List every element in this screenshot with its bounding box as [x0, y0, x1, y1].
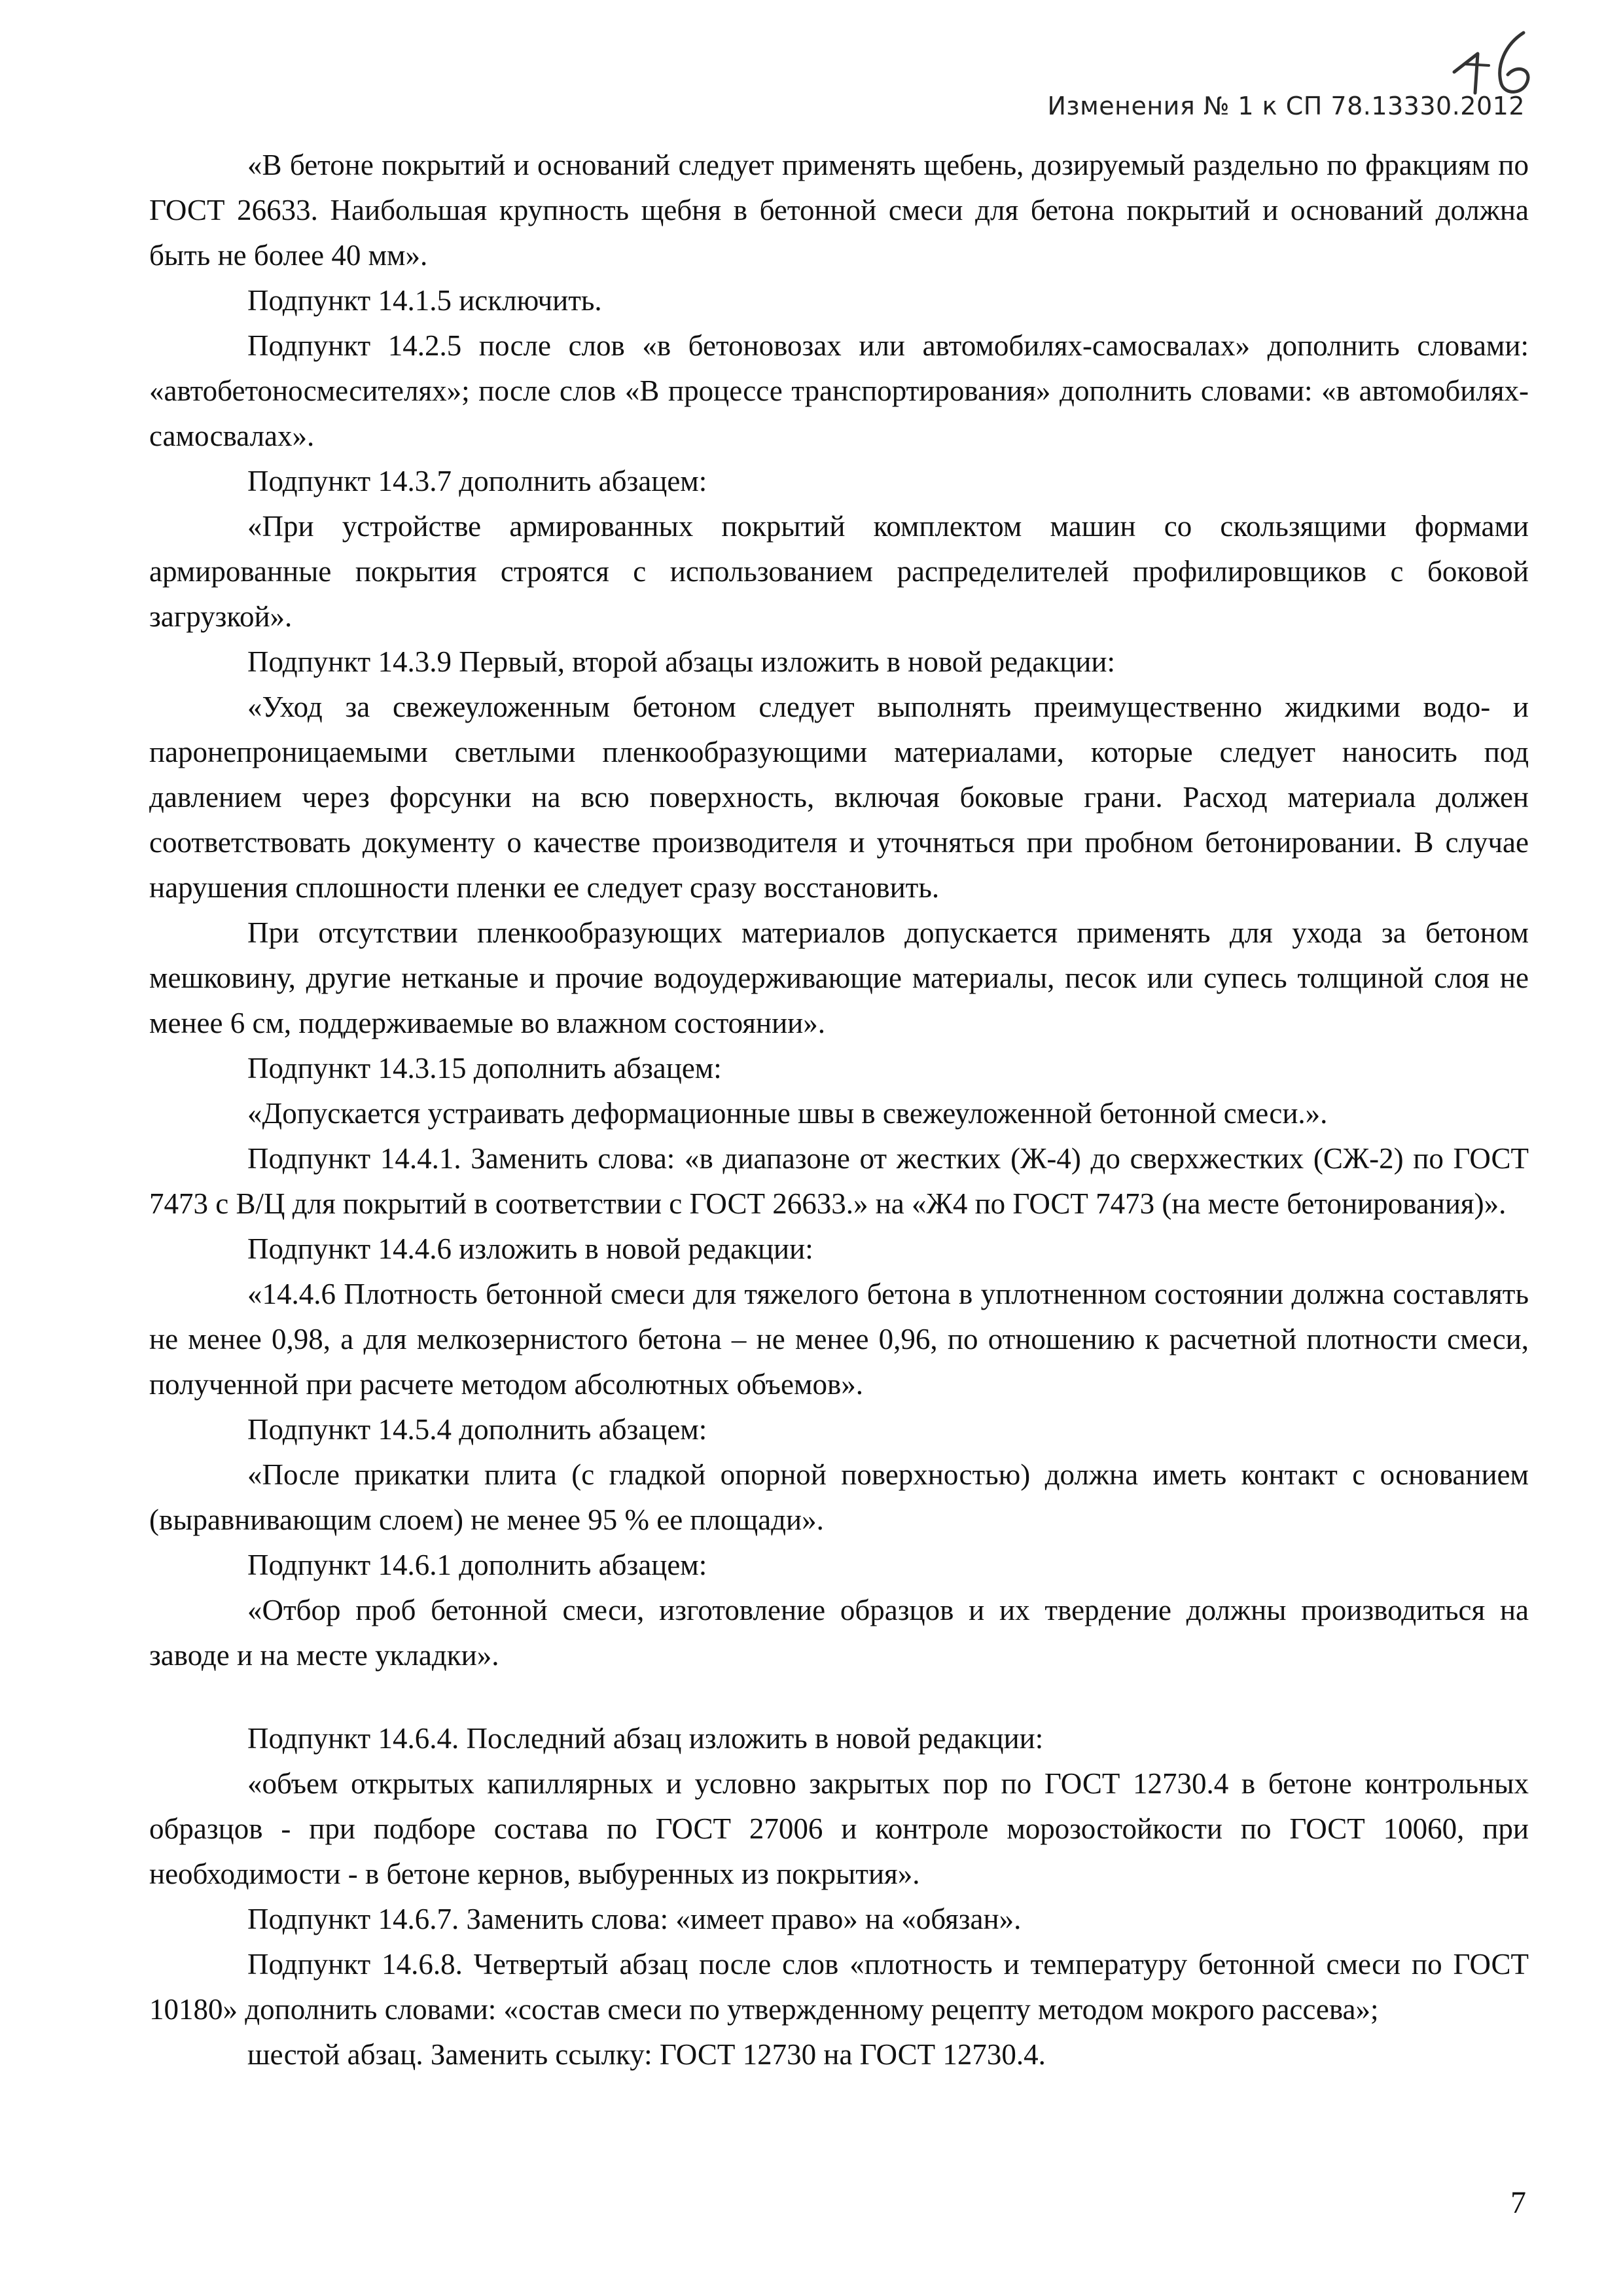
- handwritten-page-number: [1440, 26, 1551, 98]
- paragraph: Подпункт 14.3.9 Первый, второй абзацы изложить в новой редакции:: [247, 645, 1115, 678]
- paragraph: «объем открытых капиллярных и условно закрытых пор по ГОСТ 12730.4 в бетоне контрольных образцов - при подборе состава по ГОСТ 27006 и контроле морозостойкости по ГОСТ 10060, при необходимости - в бетоне кернов, выбуренных из покрытия».: [149, 1767, 1529, 1890]
- paragraph: «14.4.6 Плотность бетонной смеси для тяжелого бетона в уплотненном состоянии должна составлять не менее 0,98, а для мелкозернистого бетона – не менее 0,96, по отношению к расчетной плотности смеси, полученной при расчете методом абсолютных объемов».: [149, 1278, 1529, 1401]
- paragraph: Подпункт 14.2.5 после слов «в бетоновозах или автомобилях-самосвалах» дополнить словами: «автобетоносмесителях»; после слов «В процессе транспортирования» дополнить словами: «в автомобилях-самосвалах».: [149, 329, 1529, 452]
- paragraph: Подпункт 14.4.1. Заменить слова: «в диапазоне от жестких (Ж-4) до сверхжестких (СЖ-2) по ГОСТ 7473 с В/Ц для покрытий в соответствии с ГОСТ 26633.» на «Ж4 по ГОСТ 7473 (на месте бетонирования)».: [149, 1142, 1529, 1220]
- paragraph: «При устройстве армированных покрытий комплектом машин со скользящими формами армированные покрытия строятся с использованием распределителей профилировщиков с боковой загрузкой».: [149, 510, 1529, 633]
- paragraph: «Допускается устраивать деформационные швы в свежеуложенной бетонной смеси.».: [247, 1097, 1328, 1130]
- paragraph: Подпункт 14.6.4. Последний абзац изложить в новой редакции:: [247, 1722, 1044, 1755]
- paragraph: Подпункт 14.5.4 дополнить абзацем:: [247, 1413, 707, 1446]
- paragraph: Подпункт 14.6.8. Четвертый абзац после слов «плотность и температуру бетонной смеси по ГОСТ 10180» дополнить словами: «состав смеси по утвержденному рецепту методом мокрого рассева»;: [149, 1948, 1529, 2026]
- paragraph: Подпункт 14.4.6 изложить в новой редакции:: [247, 1232, 813, 1265]
- paragraph: шестой абзац. Заменить ссылку: ГОСТ 12730 на ГОСТ 12730.4.: [247, 2038, 1046, 2071]
- paragraph: Подпункт 14.6.1 дополнить абзацем:: [247, 1549, 707, 1581]
- page-number: 7: [1510, 2185, 1526, 2220]
- paragraph: Подпункт 14.1.5 исключить.: [247, 284, 602, 317]
- paragraph: «После прикатки плита (с гладкой опорной поверхностью) должна иметь контакт с основанием (выравнивающим слоем) не менее 95 % ее площади».: [149, 1458, 1529, 1536]
- document-header: Изменения № 1 к СП 78.13330.2012: [1047, 92, 1525, 120]
- handwritten-number-graphic: [1440, 26, 1551, 98]
- document-body: [149, 143, 1529, 2077]
- paragraph: Подпункт 14.3.7 дополнить абзацем:: [247, 465, 707, 497]
- paragraph: Подпункт 14.3.15 дополнить абзацем:: [247, 1052, 722, 1085]
- paragraph: Подпункт 14.6.7. Заменить слова: «имеет право» на «обязан».: [247, 1903, 1022, 1935]
- paragraph: «Уход за свежеуложенным бетоном следует выполнять преимущественно жидкими водо- и паронепроницаемыми светлыми пленкообразующими материалами, которые следует наносить под давлением через форсунки на всю поверхность, включая боковые грани. Расход материала должен соответствовать документу о качестве производителя и уточняться при пробном бетонировании. В случае нарушения сплошности пленки ее следует сразу восстановить.: [149, 691, 1529, 904]
- paragraph: «В бетоне покрытий и оснований следует применять щебень, дозируемый раздельно по фракциям по ГОСТ 26633. Наибольшая крупность щебня в бетонной смеси для бетона покрытий и оснований должна быть не более 40 мм».: [149, 149, 1529, 272]
- paragraph: При отсутствии пленкообразующих материалов допускается применять для ухода за бетоном мешковину, другие нетканые и прочие водоудерживающие материалы, песок или супесь толщиной слоя не менее 6 см, поддерживаемые во влажном состоянии».: [149, 916, 1529, 1039]
- paragraph: «Отбор проб бетонной смеси, изготовление образцов и их твердение должны производиться на заводе и на месте укладки».: [149, 1594, 1529, 1672]
